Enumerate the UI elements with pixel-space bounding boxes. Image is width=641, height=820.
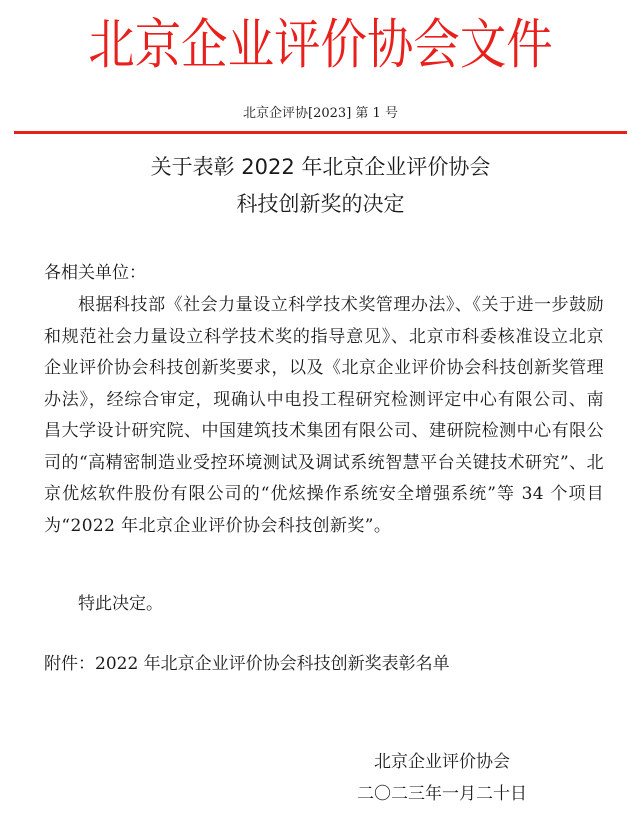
header-divider xyxy=(14,131,627,134)
document-title-line-1: 关于表彰 2022 年北京企业评价协会 xyxy=(150,155,491,179)
signature-organization: 北京企业评价协会 xyxy=(374,752,510,772)
document-title-line-2: 科技创新奖的决定 xyxy=(236,192,405,216)
attachment-note: 附件：2022 年北京企业评价协会科技创新奖表彰名单 xyxy=(44,654,450,674)
closing-statement: 特此决定。 xyxy=(78,594,163,614)
document-header-title: 北京企业评价协会文件 xyxy=(88,13,553,76)
document-number: 北京企评协[2023] 第 1 号 xyxy=(243,106,398,121)
main-paragraph: 根据科技部《社会力量设立科学技术奖管理办法》、《关于进一步鼓励和规范社会力量设立科学技术奖的指导意见》、北京市科委核准设立北京企业评价协会科技创新奖要求，以及《北京企业评价协会科技创新奖管理办法》，经综合审定，现确认中电投工程研究检测评定中心有限公司、南昌大学设计研究院、中国建筑技术集团有限公司、建研院检测中心有限公司的“高精密制造业受控环境测试及调试系统智慧平台关键技术研究”、北京优炫软件股份有限公司的“优炫操作系统安全增强系统”等 34 个项目为“2022 年北京企业评价协会科技创新奖”。 xyxy=(44,295,604,536)
salutation: 各相关单位： xyxy=(44,263,146,283)
signature-date: 二〇二三年一月二十日 xyxy=(357,784,527,804)
